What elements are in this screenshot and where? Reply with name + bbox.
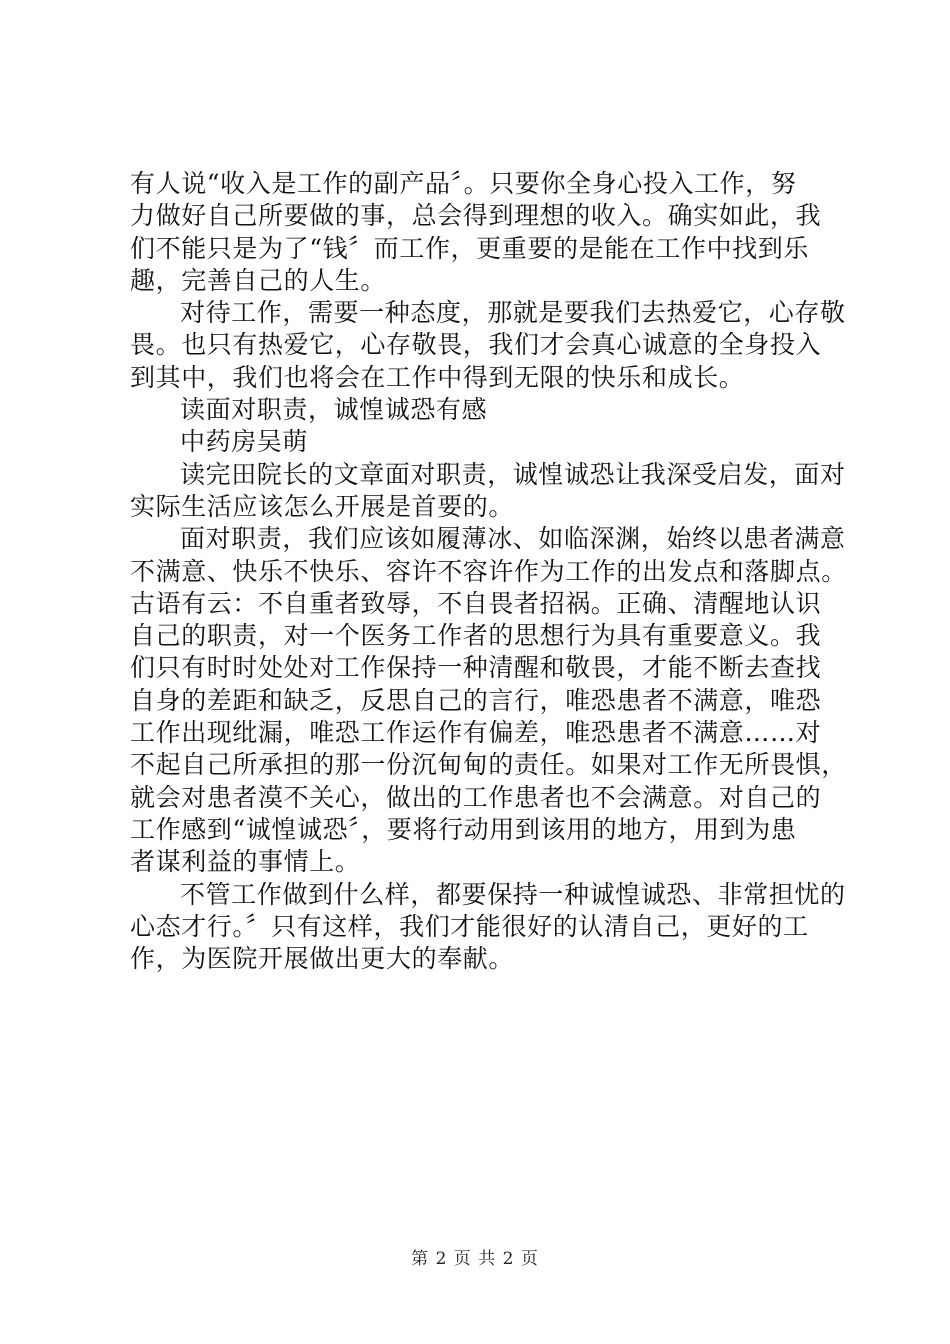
text-line: 中药房吴萌 — [180, 427, 309, 457]
text-line: 对待工作，需要一种态度，那就是要我们去热爱它，心存敬 — [180, 298, 846, 328]
text-line: 就会对患者漠不关心，做出的工作患者也不会满意。对自己的 — [130, 782, 822, 812]
text-line: 自身的差距和缺乏，反思自己的言行，唯恐患者不满意，唯恐 — [130, 685, 822, 715]
text-line: 趣，完善自己的人生。 — [130, 265, 387, 295]
document-body — [130, 168, 847, 975]
text-line: 不满意、快乐不快乐、容许不容许作为工作的出发点和落脚点。 — [130, 556, 847, 586]
text-line: 有人说“收入是工作的副产品〞。只要你全身心投入工作，努 — [130, 169, 797, 198]
text-line: 畏。也只有热爱它，心存敬畏，我们才会真心诚意的全身投入 — [130, 330, 822, 360]
text-line: 作，为医院开展做出更大的奉献。 — [130, 944, 515, 974]
text-line: 面对职责，我们应该如履薄冰、如临深渊，始终以患者满意 — [180, 524, 846, 554]
text-line: 者谋利益的事情上。 — [130, 847, 361, 877]
text-line: 不管工作做到什么样，都要保持一种诚惶诚恐、非常担忧的 — [180, 879, 846, 909]
text-line: 自己的职责，对一个医务工作者的思想行为具有重要意义。我 — [130, 621, 822, 651]
text-line: 力做好自己所要做的事，总会得到理想的收入。确实如此，我 — [130, 201, 822, 231]
text-line: 实际生活应该怎么开展是首要的。 — [130, 491, 515, 521]
text-line: 们不能只是为了“钱〞而工作，更重要的是能在工作中找到乐 — [130, 233, 809, 263]
text-line: 工作感到“诚惶诚恐〞，要将行动用到该用的地方，用到为患 — [130, 814, 797, 844]
text-line: 读完田院长的文章面对职责，诚惶诚恐让我深受启发，面对 — [180, 459, 846, 489]
text-line: 到其中，我们也将会在工作中得到无限的快乐和成长。 — [130, 362, 745, 392]
text-line: 心态才行。〞只有这样，我们才能很好的认清自己，更好的工 — [130, 911, 809, 941]
text-line: 们只有时时处处对工作保持一种清醒和敬畏，才能不断去查找 — [130, 653, 822, 683]
text-line: 读面对职责，诚惶诚恐有感 — [180, 395, 488, 425]
page-footer: 第 2 页 共 2 页 — [411, 1249, 539, 1269]
text-line: 工作出现纰漏，唯恐工作运作有偏差，唯恐患者不满意……对 — [130, 718, 822, 748]
text-line: 不起自己所承担的那一份沉甸甸的责任。如果对工作无所畏惧， — [130, 750, 847, 780]
text-line: 古语有云：不自重者致辱，不自畏者招祸。正确、清醒地认识 — [130, 588, 822, 618]
